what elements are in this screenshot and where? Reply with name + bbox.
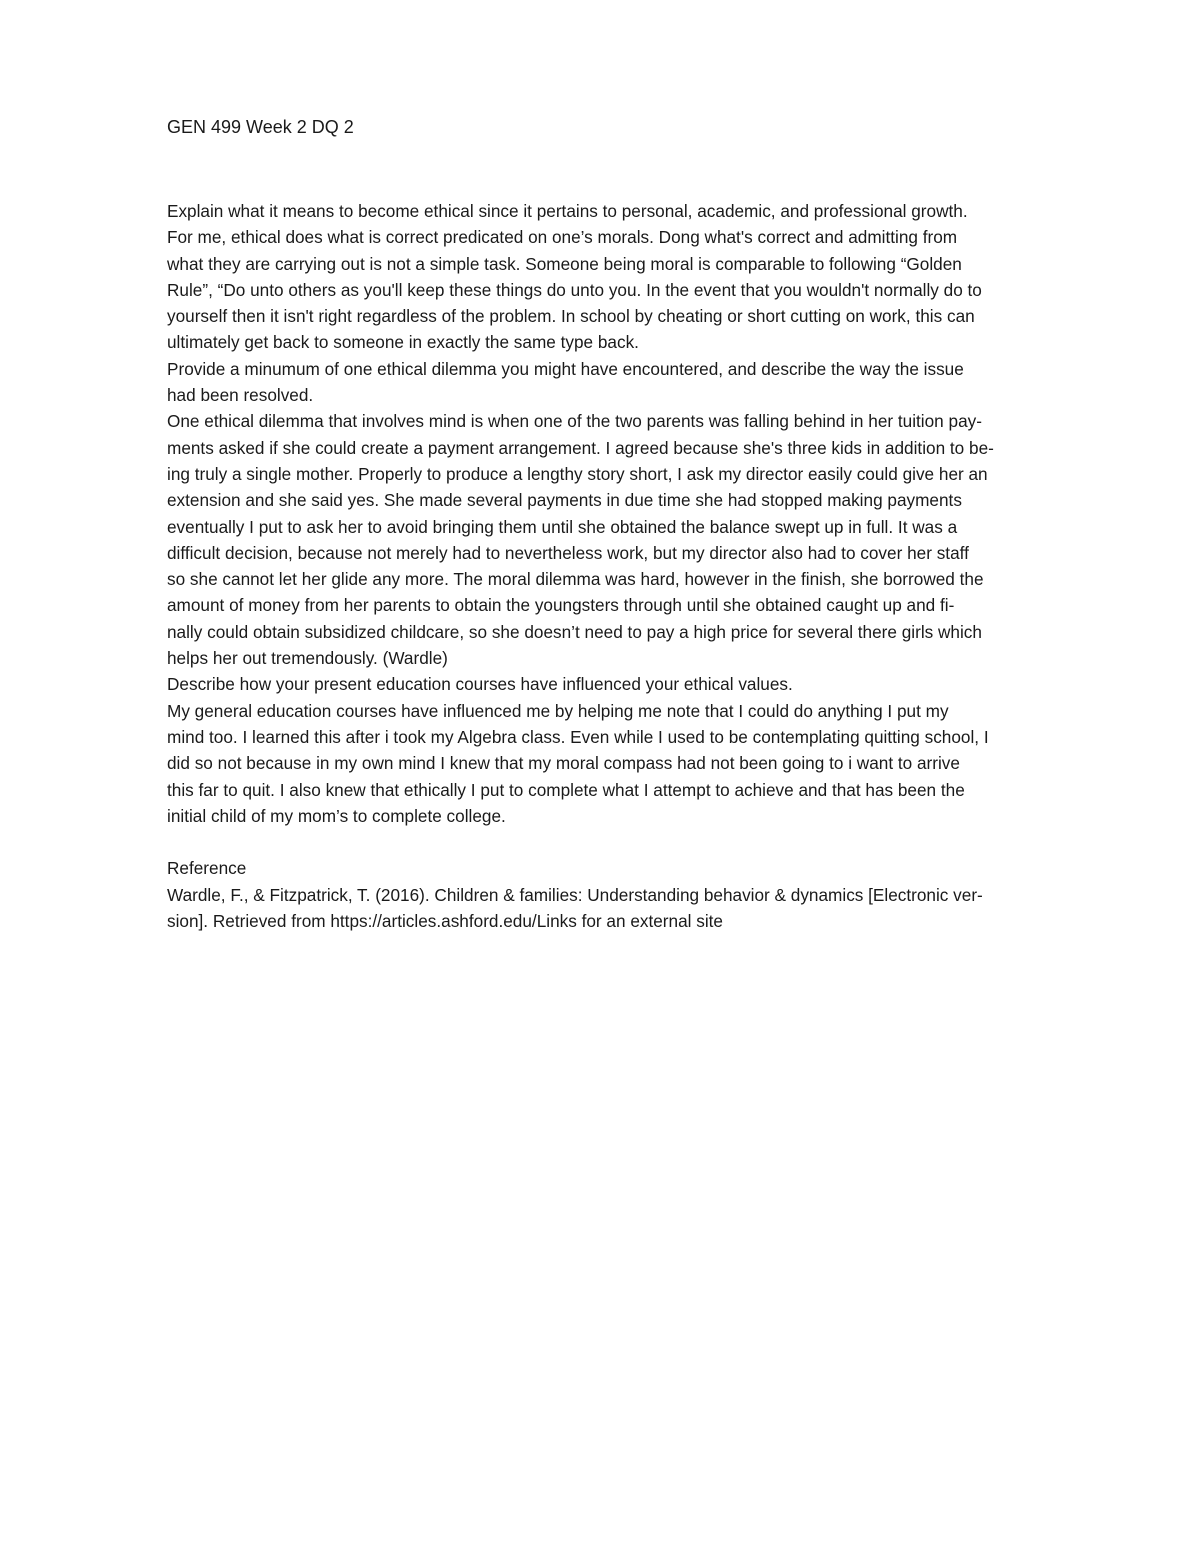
body-line: nally could obtain subsidized childcare, so she doesn’t need to pay a high price for several there girls which <box>167 621 982 642</box>
body-line: One ethical dilemma that involves mind is when one of the two parents was falling behind in her tuition pay- <box>167 411 982 432</box>
body-line: this far to quit. I also knew that ethically I put to complete what I attempt to achieve and that has been the <box>167 779 965 800</box>
body-line: ultimately get back to someone in exactly the same type back. <box>167 332 639 353</box>
title-spacer <box>167 140 1127 198</box>
reference-heading: Reference <box>167 858 247 879</box>
body-line: mind too. I learned this after i took my Algebra class. Even while I used to be contemplating quitting school, I <box>167 726 989 747</box>
section-gap <box>167 829 1127 855</box>
body-line: so she cannot let her glide any more. The moral dilemma was hard, however in the finish, she borrowed the <box>167 569 984 590</box>
body-line: had been resolved. <box>167 385 314 406</box>
reference-line: Wardle, F., & Fitzpatrick, T. (2016). Children & families: Understanding behavior & dynamics [Electronic ver- <box>167 884 983 905</box>
body-line: did so not because in my own mind I knew that my moral compass had not been going to i want to arrive <box>167 753 960 774</box>
reference-line: sion]. Retrieved from https://articles.ashford.edu/Links for an external site <box>167 911 723 932</box>
reference-section <box>167 855 1127 934</box>
body-line: For me, ethical does what is correct predicated on one’s morals. Dong what's correct and admitting from <box>167 227 958 248</box>
document-title: GEN 499 Week 2 DQ 2 <box>167 117 354 137</box>
body-line: Explain what it means to become ethical since it pertains to personal, academic, and professional growth. <box>167 201 968 221</box>
body-line: extension and she said yes. She made several payments in due time she had stopped making payments <box>167 490 962 511</box>
body-line: ing truly a single mother. Properly to produce a lengthy story short, I ask my director easily could give her an <box>167 463 988 484</box>
body-line: helps her out tremendously. (Wardle) <box>167 648 448 669</box>
body-line: initial child of my mom’s to complete college. <box>167 805 506 826</box>
body-line: eventually I put to ask her to avoid bringing them until she obtained the balance swept up in full. It was a <box>167 516 958 537</box>
body-line: Rule”, “Do unto others as you'll keep these things do unto you. In the event that you wouldn't normally do to <box>167 279 982 300</box>
body-line: what they are carrying out is not a simple task. Someone being moral is comparable to following “Golden <box>167 253 962 274</box>
body-line: Provide a minumum of one ethical dilemma you might have encountered, and describe the way the issue <box>167 358 964 379</box>
document-page <box>167 114 1127 934</box>
body-line: Describe how your present education courses have influenced your ethical values. <box>167 674 793 695</box>
body-line: yourself then it isn't right regardless of the problem. In school by cheating or short cutting on work, this can <box>167 306 975 327</box>
body-line: My general education courses have influenced me by helping me note that I could do anything I put my <box>167 700 949 721</box>
body-line: ments asked if she could create a payment arrangement. I agreed because she's three kids in addition to be- <box>167 437 994 458</box>
body-text <box>167 198 1127 829</box>
body-line: amount of money from her parents to obtain the youngsters through until she obtained caught up and fi- <box>167 595 955 616</box>
body-line: difficult decision, because not merely had to nevertheless work, but my director also had to cover her staff <box>167 542 969 563</box>
